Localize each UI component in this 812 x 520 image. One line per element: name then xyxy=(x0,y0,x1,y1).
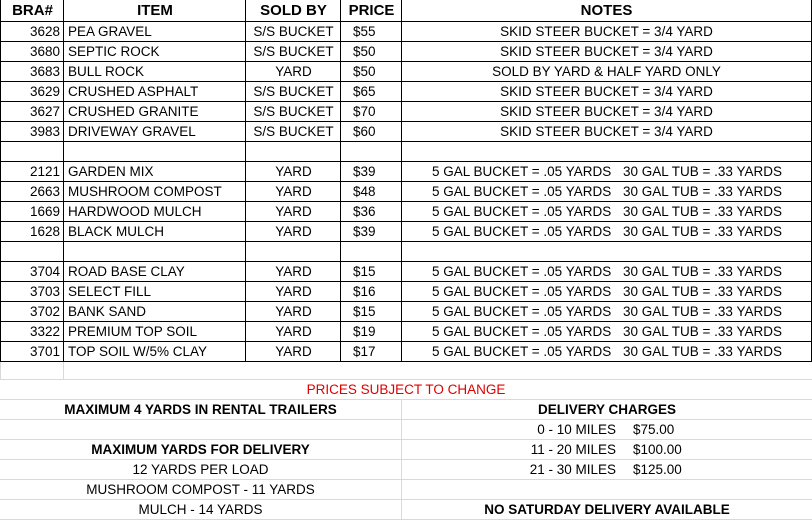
bra-number: 3703 xyxy=(0,282,64,302)
table-row xyxy=(0,322,812,342)
header-price: PRICE xyxy=(340,0,402,22)
note-bucket: 5 GAL BUCKET = .05 YARDS xyxy=(432,264,612,279)
table-row xyxy=(0,162,812,182)
delivery-rate-row xyxy=(401,440,812,460)
price xyxy=(340,42,402,62)
price xyxy=(340,222,402,242)
sold-by: YARD xyxy=(245,262,341,282)
bra-number: 3628 xyxy=(0,22,64,42)
spacer-cell xyxy=(245,242,341,262)
note-bucket: 5 GAL BUCKET = .05 YARDS xyxy=(432,324,612,339)
notes xyxy=(401,262,812,282)
spacer-cell xyxy=(340,242,402,262)
price-value: $16 xyxy=(353,284,376,299)
notes xyxy=(401,162,812,182)
notes xyxy=(401,182,812,202)
sold-by: YARD xyxy=(245,202,341,222)
spacer-row xyxy=(0,242,812,262)
sold-by: YARD xyxy=(245,342,341,362)
item-name: CRUSHED ASPHALT xyxy=(63,82,246,102)
price-value: $70 xyxy=(353,104,376,119)
price xyxy=(340,82,402,102)
note-tub: 30 GAL TUB = .33 YARDS xyxy=(623,204,782,219)
price xyxy=(340,282,402,302)
delivery-price: $125.00 xyxy=(633,462,682,477)
delivery-price: $75.00 xyxy=(633,422,675,437)
prices-notice: PRICES SUBJECT TO CHANGE xyxy=(0,380,812,400)
spacer-cell xyxy=(0,142,64,162)
note-bucket: 5 GAL BUCKET = .05 YARDS xyxy=(432,304,612,319)
note-tub: 30 GAL TUB = .33 YARDS xyxy=(623,264,782,279)
price xyxy=(340,202,402,222)
delivery-title: DELIVERY CHARGES xyxy=(401,400,812,420)
table-row xyxy=(0,122,812,142)
blank xyxy=(401,480,812,500)
sold-by: YARD xyxy=(245,282,341,302)
price-value: $15 xyxy=(353,264,376,279)
item-name: SELECT FILL xyxy=(63,282,246,302)
spacer-row xyxy=(0,142,812,162)
item-name: DRIVEWAY GRAVEL xyxy=(63,122,246,142)
sold-by: YARD xyxy=(245,162,341,182)
max-delivery-line: 12 YARDS PER LOAD xyxy=(0,460,401,480)
bra-number: 3983 xyxy=(0,122,64,142)
table-row xyxy=(0,342,812,362)
notes xyxy=(401,222,812,242)
bra-number: 3701 xyxy=(0,342,64,362)
sold-by: YARD xyxy=(245,302,341,322)
sold-by: S/S BUCKET xyxy=(245,82,341,102)
notes: SKID STEER BUCKET = 3/4 YARD xyxy=(401,102,812,122)
header-notes: NOTES xyxy=(401,0,812,22)
bra-number: 3702 xyxy=(0,302,64,322)
table-row xyxy=(0,222,812,242)
bra-number: 3322 xyxy=(0,322,64,342)
item-name: PEA GRAVEL xyxy=(63,22,246,42)
item-name: GARDEN MIX xyxy=(63,162,246,182)
sold-by: YARD xyxy=(245,62,341,82)
bra-number: 2121 xyxy=(0,162,64,182)
sold-by: YARD xyxy=(245,222,341,242)
price xyxy=(340,22,402,42)
table-row xyxy=(0,262,812,282)
bra-number: 2663 xyxy=(0,182,64,202)
delivery-range: 0 - 10 MILES xyxy=(537,422,616,437)
item-name: ROAD BASE CLAY xyxy=(63,262,246,282)
notes xyxy=(401,302,812,322)
spacer-cell xyxy=(245,142,341,162)
price xyxy=(340,322,402,342)
price-value: $36 xyxy=(353,204,376,219)
sold-by: YARD xyxy=(245,182,341,202)
bra-number: 1669 xyxy=(0,202,64,222)
delivery-price: $100.00 xyxy=(633,442,682,457)
price-value: $17 xyxy=(353,344,376,359)
price-value: $50 xyxy=(353,44,376,59)
notes xyxy=(401,282,812,302)
bra-number: 3629 xyxy=(0,82,64,102)
item-name: PREMIUM TOP SOIL xyxy=(63,322,246,342)
spacer-cell xyxy=(63,242,246,262)
notes: SKID STEER BUCKET = 3/4 YARD xyxy=(401,122,812,142)
table-row xyxy=(0,302,812,322)
price-value: $15 xyxy=(353,304,376,319)
notes xyxy=(401,322,812,342)
note-bucket: 5 GAL BUCKET = .05 YARDS xyxy=(432,184,612,199)
table-row xyxy=(0,282,812,302)
price xyxy=(340,62,402,82)
price-value: $60 xyxy=(353,124,376,139)
bra-number: 1628 xyxy=(0,222,64,242)
table-row xyxy=(0,42,812,62)
price xyxy=(340,122,402,142)
note-tub: 30 GAL TUB = .33 YARDS xyxy=(623,164,782,179)
note-bucket: 5 GAL BUCKET = .05 YARDS xyxy=(432,344,612,359)
delivery-range: 21 - 30 MILES xyxy=(529,462,616,477)
bra-number: 3627 xyxy=(0,102,64,122)
spacer-cell xyxy=(340,142,402,162)
note-tub: 30 GAL TUB = .33 YARDS xyxy=(623,224,782,239)
price xyxy=(340,162,402,182)
notes: SKID STEER BUCKET = 3/4 YARD xyxy=(401,22,812,42)
delivery-range: 11 - 20 MILES xyxy=(530,442,616,457)
notes: SKID STEER BUCKET = 3/4 YARD xyxy=(401,82,812,102)
price-value: $39 xyxy=(353,164,376,179)
table-row xyxy=(0,62,812,82)
price-value: $39 xyxy=(353,224,376,239)
price xyxy=(340,102,402,122)
sold-by: S/S BUCKET xyxy=(245,22,341,42)
spacer-cell xyxy=(0,242,64,262)
item-name: HARDWOOD MULCH xyxy=(63,202,246,222)
spacer-cell xyxy=(63,142,246,162)
sold-by: S/S BUCKET xyxy=(245,122,341,142)
notes: SKID STEER BUCKET = 3/4 YARD xyxy=(401,42,812,62)
sold-by: S/S BUCKET xyxy=(245,42,341,62)
item-name: BULL ROCK xyxy=(63,62,246,82)
grid-cell xyxy=(0,362,63,380)
item-name: BLACK MULCH xyxy=(63,222,246,242)
note-bucket: 5 GAL BUCKET = .05 YARDS xyxy=(432,284,612,299)
header-row xyxy=(0,0,812,22)
price-value: $55 xyxy=(353,24,376,39)
max-delivery-title: MAXIMUM YARDS FOR DELIVERY xyxy=(0,440,401,460)
price xyxy=(340,262,402,282)
bra-number: 3683 xyxy=(0,62,64,82)
table-row xyxy=(0,22,812,42)
item-name: SEPTIC ROCK xyxy=(63,42,246,62)
note-tub: 30 GAL TUB = .33 YARDS xyxy=(623,184,782,199)
item-name: MUSHROOM COMPOST xyxy=(63,182,246,202)
grid-cell xyxy=(63,362,812,380)
note-bucket: 5 GAL BUCKET = .05 YARDS xyxy=(432,204,612,219)
note-bucket: 5 GAL BUCKET = .05 YARDS xyxy=(432,224,612,239)
price-value: $65 xyxy=(353,84,376,99)
delivery-rate-row xyxy=(401,460,812,480)
item-name: CRUSHED GRANITE xyxy=(63,102,246,122)
item-name: BANK SAND xyxy=(63,302,246,322)
notes: SOLD BY YARD & HALF YARD ONLY xyxy=(401,62,812,82)
price xyxy=(340,342,402,362)
table-row xyxy=(0,82,812,102)
table-row xyxy=(0,102,812,122)
header-item: ITEM xyxy=(63,0,246,22)
sold-by: YARD xyxy=(245,322,341,342)
max-delivery-line: MUSHROOM COMPOST - 11 YARDS xyxy=(0,480,401,500)
max-rental-note: MAXIMUM 4 YARDS IN RENTAL TRAILERS xyxy=(0,400,401,420)
price-value: $50 xyxy=(353,64,376,79)
note-tub: 30 GAL TUB = .33 YARDS xyxy=(623,324,782,339)
note-tub: 30 GAL TUB = .33 YARDS xyxy=(623,284,782,299)
item-name: TOP SOIL W/5% CLAY xyxy=(63,342,246,362)
grid-row xyxy=(0,362,812,380)
spacer-cell xyxy=(401,242,812,262)
header-bra: BRA# xyxy=(0,0,64,22)
bra-number: 3680 xyxy=(0,42,64,62)
note-bucket: 5 GAL BUCKET = .05 YARDS xyxy=(432,164,612,179)
note-tub: 30 GAL TUB = .33 YARDS xyxy=(623,344,782,359)
table-row xyxy=(0,182,812,202)
blank xyxy=(0,420,401,440)
no-saturday-note: NO SATURDAY DELIVERY AVAILABLE xyxy=(401,500,812,520)
notes xyxy=(401,342,812,362)
delivery-rate-row xyxy=(401,420,812,440)
note-tub: 30 GAL TUB = .33 YARDS xyxy=(623,304,782,319)
price-value: $48 xyxy=(353,184,376,199)
notes xyxy=(401,202,812,222)
price xyxy=(340,182,402,202)
bra-number: 3704 xyxy=(0,262,64,282)
max-delivery-line: MULCH - 14 YARDS xyxy=(0,500,401,520)
spacer-cell xyxy=(401,142,812,162)
table-row xyxy=(0,202,812,222)
price xyxy=(340,302,402,322)
sold-by: S/S BUCKET xyxy=(245,102,341,122)
header-sold-by: SOLD BY xyxy=(245,0,341,22)
price-value: $19 xyxy=(353,324,376,339)
